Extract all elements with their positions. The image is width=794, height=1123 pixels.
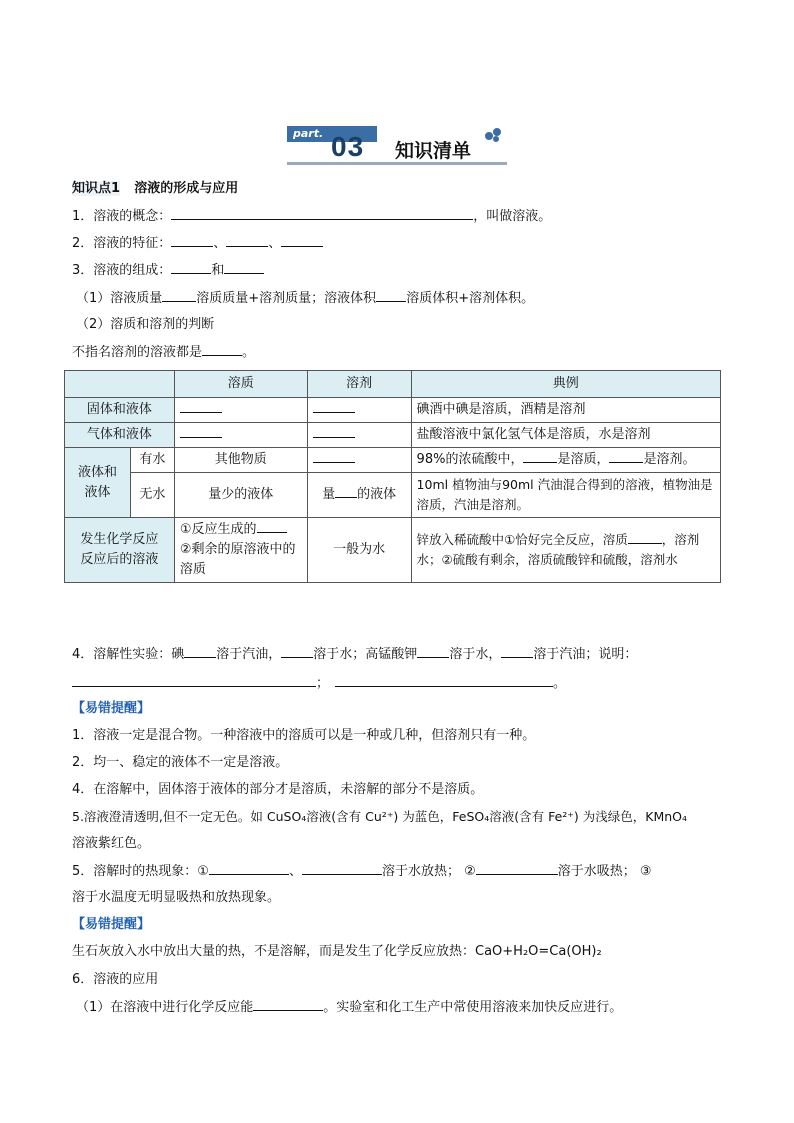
row-group-label xyxy=(65,448,131,518)
blank xyxy=(226,234,268,247)
concept-line xyxy=(72,207,551,226)
sol-e: 溶于汽油；说明： xyxy=(533,647,638,662)
blank xyxy=(523,450,557,463)
blank xyxy=(180,425,222,438)
blank xyxy=(162,289,196,302)
blank xyxy=(184,645,216,658)
mass-a: （1）溶液质量 xyxy=(76,291,163,306)
period: 。 xyxy=(553,676,567,691)
blank xyxy=(171,234,213,247)
tip-label: 【易错提醒】 xyxy=(72,701,151,716)
blank xyxy=(313,400,355,413)
blank xyxy=(72,674,316,687)
row-label: 气体和液体 xyxy=(65,423,175,448)
blank xyxy=(302,862,382,875)
group-label-1: 液体和 xyxy=(77,464,117,480)
table-row xyxy=(65,448,721,473)
tip-2: 2．均一、稳定的液体不一定是溶液。 xyxy=(72,755,289,770)
cell-solute: 量少的液体 xyxy=(174,473,307,518)
table-row xyxy=(65,398,721,423)
period: 。 xyxy=(242,345,256,360)
ex-b: ，溶剂水；②硫酸有剩余，溶质硫酸锌和硫酸，溶剂水 xyxy=(416,532,700,567)
mass-c: 溶质体积+溶剂体积。 xyxy=(406,291,535,306)
cell-solvent xyxy=(307,423,411,448)
unnamed-text: 不指名溶剂的溶液都是 xyxy=(72,345,203,360)
solute-solvent-table xyxy=(64,370,721,583)
tip-label-2: 【易错提醒】 xyxy=(72,917,151,932)
tip-5: 5.溶液澄清透明,但不一定无色。如 CuSO₄溶液(含有 Cu²⁺) 为蓝色，FeSO₄溶液(含有 Fe²⁺) 为浅绿色，KMnO₄ xyxy=(72,809,688,824)
ex-a: 锌放入稀硫酸中①恰好完全反应，溶质 xyxy=(416,532,628,547)
mass-b: 溶质质量+溶剂质量；溶液体积 xyxy=(196,291,377,306)
blank xyxy=(171,207,473,220)
cell-solute: 其他物质 xyxy=(174,448,307,473)
cell-solvent xyxy=(307,473,411,518)
blank xyxy=(209,862,289,875)
blank xyxy=(281,645,313,658)
application-1 xyxy=(76,998,622,1017)
table-row xyxy=(65,518,721,583)
heat-b: 溶于水放热； ② xyxy=(381,864,476,879)
heat-c: 溶于水吸热； ③ xyxy=(557,864,652,879)
sep: 、 xyxy=(268,236,282,251)
blank xyxy=(417,645,449,658)
solvent-b: 的液体 xyxy=(357,487,397,502)
table-row xyxy=(65,473,721,518)
judge-line: （2）溶质和溶剂的判断 xyxy=(76,317,215,332)
kp1-label: 知识点1 xyxy=(72,181,121,196)
header-empty xyxy=(65,371,175,398)
lime-line: 生石灰放入水中放出大量的热，不是溶解，而是发生了化学反应放热：CaO+H₂O=Ca(OH)₂ xyxy=(72,944,602,959)
ex-b: 是溶质， xyxy=(557,452,610,467)
app-a: （1）在溶液中进行化学反应能 xyxy=(76,1000,254,1015)
cell-example: 盐酸溶液中氯化氢气体是溶质，水是溶剂 xyxy=(411,423,720,448)
concept-end: ，叫做溶液。 xyxy=(473,209,552,224)
unnamed-solvent-line xyxy=(72,343,255,362)
kp1-title: 溶液的形成与应用 xyxy=(134,181,239,196)
application-line: 6．溶液的应用 xyxy=(72,972,159,987)
cell-solute xyxy=(174,518,307,583)
cell-example: 10ml 植物油与90ml 汽油混合得到的溶液，植物油是溶质，汽油是溶剂。 xyxy=(411,473,720,518)
sol-b: 溶于汽油， xyxy=(216,647,282,662)
blank xyxy=(313,425,355,438)
blank xyxy=(476,862,558,875)
tip-4: 4．在溶解中，固体溶于液体的部分才是溶质，未溶解的部分不是溶质。 xyxy=(72,782,484,797)
header-solvent: 溶剂 xyxy=(307,371,411,398)
app-b: 。实验室和化工生产中常使用溶液来加快反应进行。 xyxy=(323,1000,623,1015)
sub-label: 有水 xyxy=(130,448,174,473)
composition-text: 3．溶液的组成： xyxy=(72,263,172,278)
tip-5-cont: 溶液紫红色。 xyxy=(72,836,151,851)
blank xyxy=(335,485,357,498)
composition-line xyxy=(72,261,264,280)
header-solute: 溶质 xyxy=(174,371,307,398)
banner-underline xyxy=(287,162,507,165)
table-row xyxy=(65,423,721,448)
explain-line xyxy=(72,674,566,693)
blank xyxy=(628,531,662,544)
cell-example: 碘酒中碘是溶质，酒精是溶剂 xyxy=(411,398,720,423)
sol-d: 溶于水， xyxy=(449,647,502,662)
concept-text: 1．溶液的概念： xyxy=(72,209,172,224)
feature-line xyxy=(72,234,323,253)
row-label xyxy=(65,518,175,583)
cell-solvent xyxy=(307,398,411,423)
sep: 、 xyxy=(288,864,302,879)
cell-example xyxy=(411,448,720,473)
tip-1: 1．溶液一定是混合物。一种溶液中的溶质可以是一种或几种，但溶剂只有一种。 xyxy=(72,728,536,743)
blank xyxy=(180,400,222,413)
semicolon: ； xyxy=(316,676,330,691)
label-1: 发生化学反应 xyxy=(80,532,159,547)
blank xyxy=(376,289,406,302)
feature-text: 2．溶液的特征： xyxy=(72,236,172,251)
blank xyxy=(335,674,553,687)
sep: 、 xyxy=(213,236,227,251)
blank xyxy=(257,520,287,533)
table-header-row xyxy=(65,371,721,398)
ex-c: 是溶剂。 xyxy=(643,452,696,467)
solubility-line xyxy=(72,645,637,664)
label-2: 反应后的溶液 xyxy=(80,552,159,567)
heat-cont: 溶于水温度无明显吸热和放热现象。 xyxy=(72,890,281,905)
blank xyxy=(202,343,242,356)
section-banner xyxy=(287,126,507,166)
and: 和 xyxy=(211,263,225,278)
group-label-2: 液体 xyxy=(84,484,111,500)
heat-line xyxy=(72,862,652,881)
kp1-heading xyxy=(72,180,238,198)
ex-a: 98%的浓硫酸中， xyxy=(416,452,524,467)
blank xyxy=(313,450,355,463)
cell-solvent: 一般为水 xyxy=(307,518,411,583)
solute-1: ①反应生成的 xyxy=(179,522,257,537)
mass-line xyxy=(76,289,534,308)
row-label: 固体和液体 xyxy=(65,398,175,423)
solvent-a: 量 xyxy=(322,487,336,502)
cell-solute xyxy=(174,423,307,448)
cell-example xyxy=(411,518,720,583)
heat-a: 5．溶解时的热现象：① xyxy=(72,864,209,879)
banner-number: 03 xyxy=(331,131,365,162)
solute-2: ②剩余的原溶液中的溶质 xyxy=(179,542,296,577)
sub-label: 无水 xyxy=(130,473,174,518)
bubbles-icon xyxy=(483,126,507,142)
banner-tag: part. xyxy=(287,126,377,142)
blank xyxy=(501,645,533,658)
banner-title: 知识清单 xyxy=(395,140,472,162)
header-example: 典例 xyxy=(411,371,720,398)
sol-c: 溶于水；高锰酸钾 xyxy=(313,647,418,662)
sol-a: 4．溶解性实验：碘 xyxy=(72,647,185,662)
blank xyxy=(609,450,643,463)
cell-solvent xyxy=(307,448,411,473)
blank xyxy=(171,261,211,274)
blank xyxy=(224,261,264,274)
blank xyxy=(281,234,323,247)
blank xyxy=(253,998,323,1011)
cell-solute xyxy=(174,398,307,423)
